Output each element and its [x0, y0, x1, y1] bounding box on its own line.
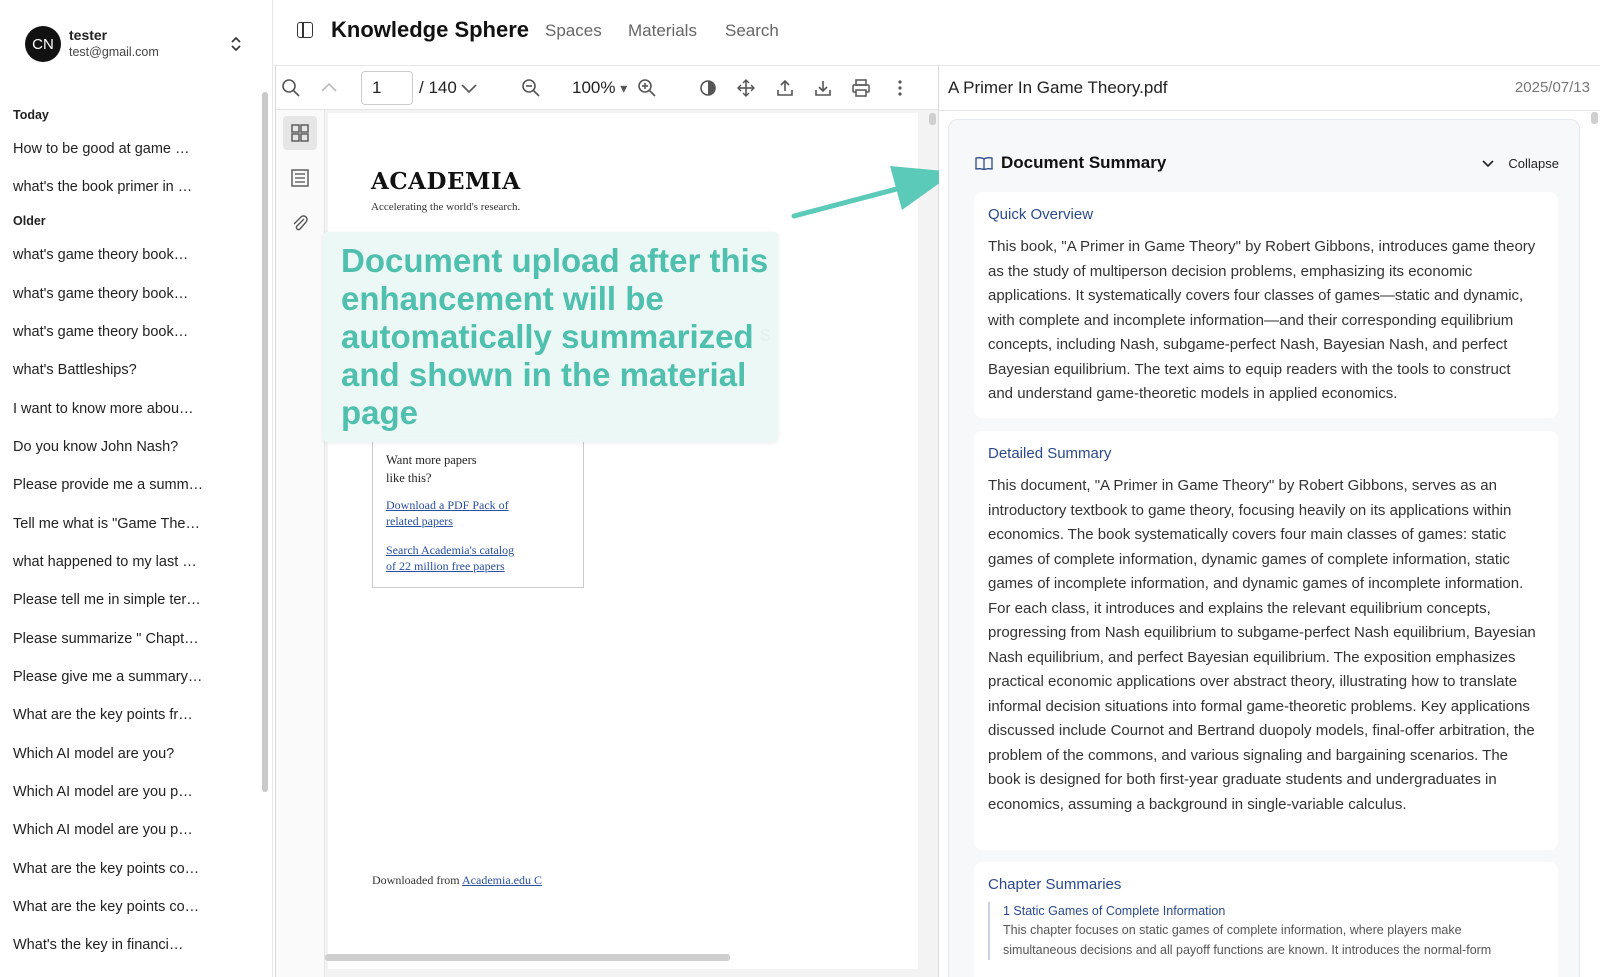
chat-item[interactable]: what's game theory book… [13, 247, 189, 263]
page-total: / 140 [419, 78, 457, 97]
outline-icon [290, 168, 310, 188]
summary-panel [939, 66, 1600, 977]
zoom-in-icon[interactable] [637, 78, 657, 98]
pdf-logo: ACADEMIA [371, 168, 521, 195]
more-options-icon[interactable] [890, 78, 910, 98]
chat-item[interactable]: Please give me a summary… [13, 669, 203, 685]
horizontal-scrollbar[interactable] [325, 954, 730, 961]
outline-button[interactable] [283, 161, 317, 195]
annotation-callout [323, 232, 778, 442]
chat-item[interactable]: what's game theory book… [13, 324, 189, 340]
pdf-promo-title: Want more papers like this? [386, 453, 477, 485]
sidebar [0, 0, 273, 977]
chat-item[interactable]: Which AI model are you p… [13, 784, 193, 800]
chat-item[interactable]: What's the key in financi… [13, 937, 184, 953]
document-summary-card [948, 119, 1580, 977]
document-title: A Primer In Game Theory.pdf [948, 78, 1168, 97]
pdf-tagline: Accelerating the world's research. [371, 201, 521, 213]
chat-item[interactable]: How to be good at game … [13, 141, 190, 157]
chat-item[interactable]: what's the book primer in … [13, 179, 193, 195]
chat-item[interactable]: what's game theory book… [13, 286, 189, 302]
chevron-down-icon[interactable] [459, 78, 479, 98]
annotation-arrow-icon [790, 160, 960, 230]
attachments-button[interactable] [283, 206, 317, 240]
chat-item[interactable]: Do you know John Nash? [13, 439, 179, 455]
sidebar-scrollbar[interactable] [262, 92, 268, 792]
annotation-text: Document upload after this enhancement will be automatically summarized and shown in the material page [341, 242, 769, 431]
toggle-sidebar-icon[interactable] [297, 22, 313, 38]
thumbnails-button[interactable] [283, 116, 317, 150]
chevron-down-icon [1482, 160, 1494, 168]
vertical-scrollbar[interactable] [929, 113, 936, 125]
pdf-footer-prefix: Downloaded from [372, 873, 460, 887]
zoom-out-icon[interactable] [521, 78, 541, 98]
zoom-level: 100% [572, 78, 616, 97]
section-label-older: Older [13, 214, 46, 228]
paperclip-icon [290, 213, 310, 233]
chat-item[interactable]: I want to know more abou… [13, 401, 194, 417]
collapse-button[interactable] [1482, 156, 1559, 171]
section-label-today: Today [13, 108, 49, 122]
brand-title: Knowledge Sphere [331, 17, 530, 42]
chat-item[interactable]: What are the key points co… [13, 861, 200, 877]
pdf-promo-link[interactable]: Search Academia's catalog of 22 million free papers [386, 543, 515, 573]
chevron-up-down-icon[interactable] [230, 34, 242, 54]
zoom-caret-icon: ▾ [620, 80, 628, 96]
search-icon[interactable] [281, 78, 301, 98]
chat-item[interactable]: What are the key points fr… [13, 707, 193, 723]
panel-scrollbar[interactable] [1591, 112, 1598, 124]
chapter-title[interactable]: 1 Static Games of Complete Information [1003, 904, 1226, 918]
zoom-select[interactable] [572, 78, 627, 98]
chat-item[interactable]: what happened to my last … [13, 554, 197, 570]
avatar: CN [25, 26, 61, 62]
quick-overview-title: Quick Overview [988, 206, 1094, 223]
theme-icon[interactable] [698, 78, 718, 98]
chapter-summaries-card [974, 862, 1558, 977]
pdf-toolbar [276, 66, 938, 110]
chat-item[interactable]: Please tell me in simple ter… [13, 592, 201, 608]
pdf-promo-link[interactable]: Download a PDF Pack of related papers [386, 498, 509, 528]
summary-heading: Document Summary [1001, 153, 1167, 172]
user-email: test@gmail.com [69, 44, 159, 59]
collapse-label: Collapse [1508, 156, 1559, 171]
chapter-summaries-title: Chapter Summaries [988, 876, 1122, 893]
nav-materials[interactable]: Materials [628, 21, 697, 40]
detailed-summary-body: This document, "A Primer in Game Theory" by Robert Gibbons, serves as an introductory textbook to game theory, focusing heavily on its applications within economics. The book systematically covers four main classes of games: static games of complete information, dynamic games of complete information, static games of incomplete information, and dynamic games of incomplete information. For each class, it introduces and explains the relevant equilibrium concepts, progressing from Nash equilibrium to subgame-perfect Nash equilibrium, Bayesian Nash equilibrium, and perfect Bayesian equilibrium. The exposition emphasizes practical economic applications over abstract theory, illustrating how to translate informal decision situations into formal game-theoretic problems. Key applications discussed include Cournot and Bertrand duopoly models, final-offer arbitration, the problem of the commons, and various signaling and bargaining scenarios. The book is designed for both first-year graduate students and undergraduates in economics, assuming a background in single-variable calculus. [988, 477, 1536, 813]
pdf-footer [372, 873, 542, 888]
pdf-promo-box [372, 436, 584, 588]
nav-search[interactable]: Search [725, 21, 779, 40]
top-bar [273, 0, 1600, 66]
nav-spaces[interactable]: Spaces [545, 21, 602, 40]
book-open-icon [975, 156, 993, 170]
chat-item[interactable]: Which AI model are you p… [13, 822, 193, 838]
divider [939, 110, 1600, 111]
upload-icon[interactable] [775, 78, 795, 98]
chat-item[interactable]: Please summarize " Chapt… [13, 631, 199, 647]
pdf-footer-link[interactable]: Academia.edu C [462, 873, 542, 887]
pdf-side-panel [276, 110, 325, 977]
chapter-body: This chapter focuses on static games of complete information, where players make simultaneous decisions and all payoff functions are known. It introduces the normal-form [1003, 923, 1492, 957]
quick-overview-body: This book, "A Primer in Game Theory" by Robert Gibbons, introduces game theory as the study of multiperson decision problems, emphasizing its economic applications. It systematically covers four classes of games—static and dynamic, with complete and incomplete information—and their corresponding equilibrium concepts, including Nash, subgame-perfect Nash, Bayesian Nash, and perfect Bayesian equilibrium. The text aims to equip readers with the tools to construct and understand game-theoretic models in applied economics. [988, 238, 1536, 402]
page-number-input[interactable]: 1 [361, 71, 413, 105]
user-info [69, 27, 159, 60]
pan-move-icon[interactable] [736, 78, 756, 98]
chat-item[interactable]: what's Battleships? [13, 362, 137, 378]
thumbnails-icon [290, 123, 310, 143]
quick-overview-card [974, 192, 1558, 418]
detailed-summary-card [974, 431, 1558, 850]
print-icon[interactable] [851, 78, 871, 98]
detailed-summary-title: Detailed Summary [988, 445, 1112, 462]
document-date: 2025/07/13 [1514, 79, 1590, 96]
user-name: tester [69, 27, 108, 44]
download-icon[interactable] [813, 78, 833, 98]
chevron-up-icon[interactable] [319, 78, 339, 98]
chapter-item [988, 902, 1538, 960]
chat-item[interactable]: Which AI model are you? [13, 746, 175, 762]
chat-item[interactable]: Tell me what is "Game The… [13, 516, 200, 532]
chat-item[interactable]: What are the key points co… [13, 899, 200, 915]
user-menu[interactable] [25, 24, 250, 64]
chat-item[interactable]: Please provide me a summ… [13, 477, 204, 493]
